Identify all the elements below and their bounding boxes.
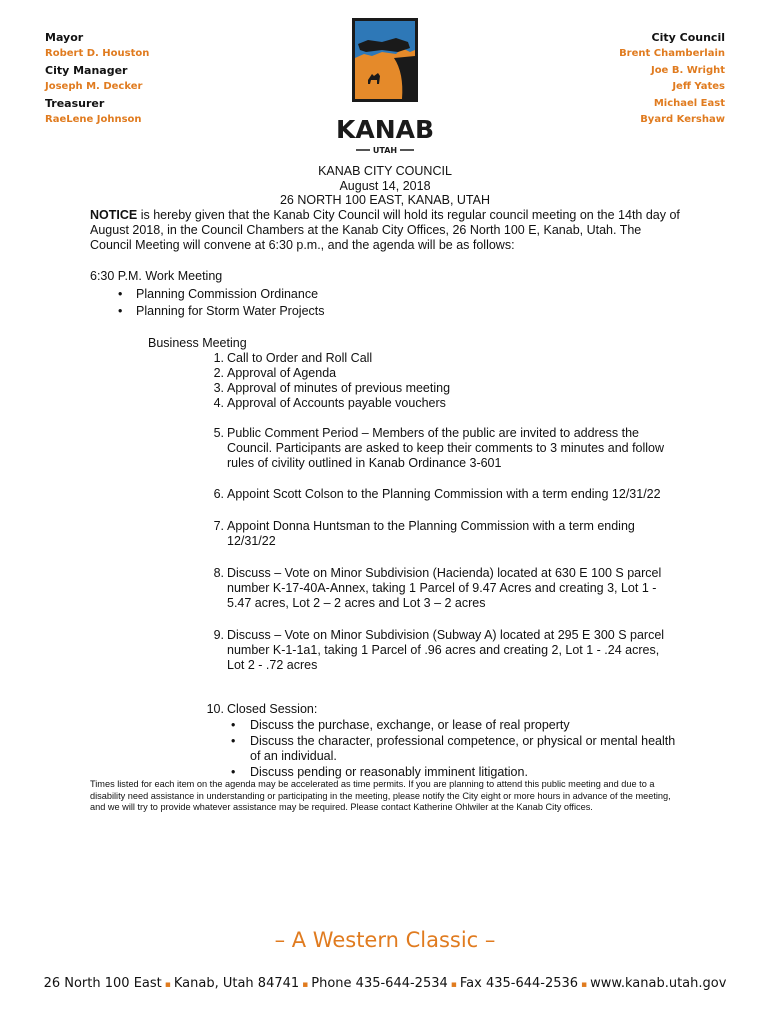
agenda-item: [200, 628, 680, 673]
official-role: Mayor: [45, 31, 84, 44]
agenda-item: [200, 396, 680, 411]
meeting-address: 26 NORTH 100 EAST, KANAB, UTAH: [279, 193, 491, 207]
officials-left: [45, 30, 149, 128]
agenda-item: [200, 351, 680, 366]
notice-paragraph: [90, 208, 682, 253]
agenda-item: [200, 381, 680, 396]
contact-footer: [0, 976, 770, 991]
kanab-logo-icon: [335, 18, 435, 158]
footer-city: Kanab, Utah 84741: [173, 976, 300, 991]
work-meeting-item: • Planning Commission Ordinance: [118, 286, 325, 304]
council-heading: City Council: [651, 31, 725, 44]
work-meeting-item: • Planning for Storm Water Projects: [118, 303, 325, 321]
council-member: Michael East: [653, 97, 725, 109]
org-name: KANAB CITY COUNCIL: [318, 164, 452, 178]
meeting-heading: [0, 164, 770, 208]
agenda-number: 4.: [213, 396, 224, 410]
business-meeting-title: Business Meeting: [148, 336, 247, 350]
closed-session-item: • Discuss pending or reasonably imminent litigation.: [231, 765, 528, 779]
agenda-item: [200, 566, 680, 611]
tagline: – A Western Classic –: [274, 928, 496, 952]
footer-phone: Phone 435-644-2534: [311, 976, 448, 991]
agenda-text: Closed Session:: [227, 702, 318, 716]
agenda-text: Approval of Agenda: [227, 366, 337, 380]
agenda-number: 7.: [213, 519, 224, 533]
agenda-text: Appoint Scott Colson to the Planning Commission with a term ending 12/31/22: [227, 487, 661, 501]
agenda-item: [200, 426, 680, 471]
separator-dot-icon: ▪: [164, 980, 171, 990]
logo-state: UTAH: [372, 146, 398, 155]
official-name: Robert D. Houston: [45, 48, 150, 60]
agenda-item: [200, 702, 680, 717]
council-member: Brent Chamberlain: [619, 48, 725, 60]
agenda-number: 10.: [206, 702, 224, 716]
agenda-number: 8.: [213, 566, 224, 580]
closed-session-item: • Discuss the purchase, exchange, or lease of real property: [231, 718, 570, 732]
council-member: Joe B. Wright: [650, 64, 725, 76]
kanab-logo: [335, 18, 435, 158]
separator-dot-icon: ▪: [450, 980, 457, 990]
notice-body: is hereby given that the Kanab City Council will hold its regular council meeting on the 14th day of August 2018, in the Council Chambers at the Kanab City Offices, 26 North 100 E, Kanab, Utah. The Council Meeting will convene at 6:30 p.m., and the agenda will be as follows:: [90, 208, 680, 252]
agenda-number: 9.: [213, 628, 224, 642]
notice-lead: NOTICE: [90, 208, 138, 222]
closed-session-item: • Discuss the character, professional competence, or physical or mental health of an individual.: [231, 734, 676, 763]
meeting-date: August 14, 2018: [339, 178, 431, 193]
agenda-number: 1.: [213, 351, 224, 365]
logo-wordmark: KANAB: [335, 115, 435, 144]
agenda-text: Appoint Donna Huntsman to the Planning Commission with a term ending 12/31/22: [227, 519, 635, 548]
official-name: Joseph M. Decker: [45, 81, 143, 93]
agenda-number: 6.: [213, 487, 224, 501]
work-meeting-title: 6:30 P.M. Work Meeting: [90, 269, 223, 283]
council-member: Jeff Yates: [672, 81, 725, 93]
agenda-text: Discuss – Vote on Minor Subdivision (Hacienda) located at 630 E 100 S parcel number K-17-40A-Annex, taking 1 Parcel of 9.47 Acres and creating 3, Lot 1 - 5.47 acres, Lot 2 – 2 acres and Lot 3 – 2 acres: [227, 566, 662, 610]
footer-fax: Fax 435-644-2536: [459, 976, 579, 991]
agenda-text: Discuss – Vote on Minor Subdivision (Subway A) located at 295 E 300 S parcel number K-1-1a1, taking 1 Parcel of .96 acres and creating 2, Lot 1 - .24 acres, Lot 2 - .72 acres: [227, 628, 665, 672]
council-member: Byard Kershaw: [640, 114, 725, 126]
agenda-item: [200, 487, 680, 502]
official-role: Treasurer: [45, 96, 105, 110]
separator-dot-icon: ▪: [581, 980, 588, 990]
official-role: City Manager: [45, 63, 128, 77]
footer-website-link[interactable]: www.kanab.utah.gov: [590, 976, 727, 991]
work-meeting: [90, 268, 325, 321]
city-council-list: [619, 30, 725, 128]
agenda-item: [200, 366, 680, 381]
agenda-text: Approval of Accounts payable vouchers: [227, 396, 446, 410]
separator-dot-icon: ▪: [302, 980, 309, 990]
agenda-text: Public Comment Period – Members of the public are invited to address the Council. Participants are asked to keep their comments to 3 minutes and follow rules of civility outlined in Kanab Ordinance 3-601: [227, 426, 665, 470]
agenda-text: Approval of minutes of previous meeting: [227, 381, 451, 395]
agenda-item: [200, 519, 680, 549]
agenda-text: Call to Order and Roll Call: [227, 351, 373, 365]
footer-address: 26 North 100 East: [43, 976, 162, 991]
accessibility-footnote: Times listed for each item on the agenda may be accelerated as time permits. If you are planning to attend this public meeting and due to a disability need assistance in understanding or participating in the meeting, please notify the City eight or more hours in advance of the meeting, and we will try to provide whatever assistance may be required. Please contact Katherine Ohlwiler at the Kanab City offices.: [90, 779, 671, 812]
agenda-number: 3.: [213, 381, 224, 395]
agenda-number: 5.: [213, 426, 224, 440]
official-name: RaeLene Johnson: [45, 114, 142, 126]
agenda-number: 2.: [213, 366, 224, 380]
